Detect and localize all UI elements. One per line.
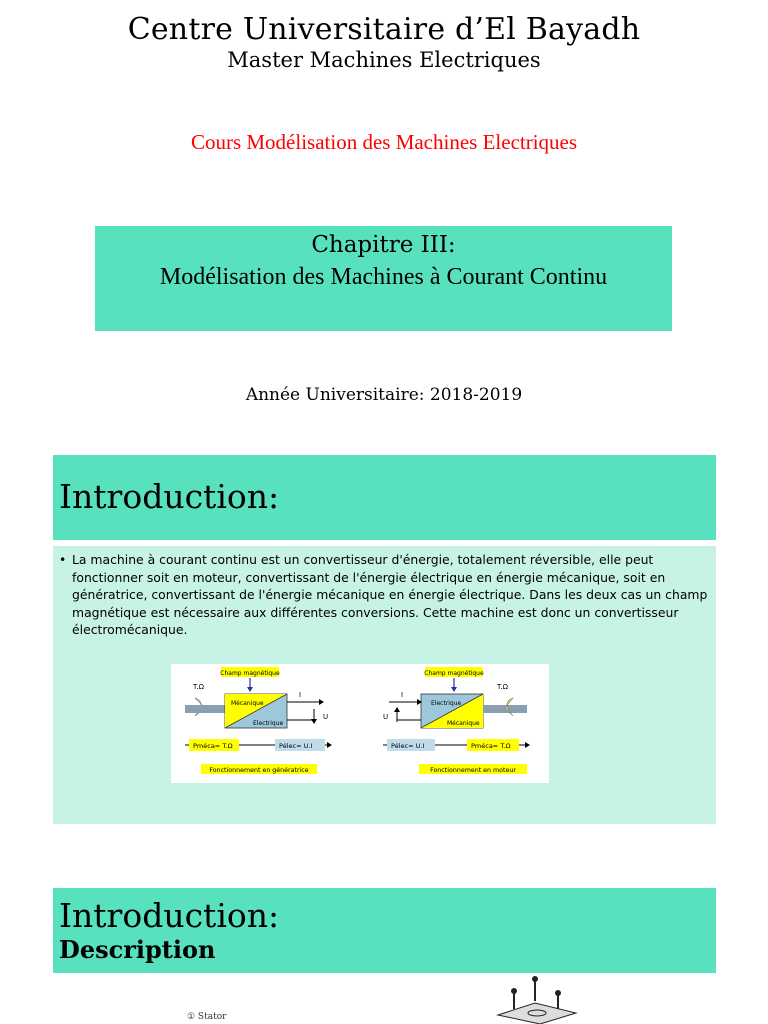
mot-field-label: Champ magnétique xyxy=(424,670,484,677)
mot-torque-label: T.Ω xyxy=(497,683,509,691)
description-heading: Introduction: xyxy=(59,896,280,935)
chapter-label: Chapitre III: xyxy=(311,232,456,258)
chapter-box xyxy=(95,226,672,331)
stator-label: ① Stator xyxy=(187,1012,227,1022)
generator-diagram xyxy=(185,667,332,774)
intro-header xyxy=(53,455,716,540)
bullet-text: La machine à courant continu est un convertisseur d'énergie, totalement réversible, elle peut fonctionner soit en moteur, convertissant de l'énergie électrique en énergie mécanique, soit en génératrice, convertissant de l'énergie mécanique en énergie électrique. Dans les deux cas un champ magnétique est nécessaire aux différentes conversions. Cette machine est donc un convertisseur électromécanique. xyxy=(72,552,708,638)
gen-block-top: Mécanique xyxy=(231,700,264,707)
machine-exploded-view xyxy=(490,975,580,1024)
gen-field-label: Champ magnétique xyxy=(220,670,280,677)
mot-current: I xyxy=(401,691,404,699)
chapter-title xyxy=(95,262,672,292)
gen-caption: Fonctionnement en génératrice xyxy=(209,767,309,774)
gen-block-bottom: Electrique xyxy=(253,720,284,727)
academic-year: Année Universitaire: 2018-2019 xyxy=(245,385,523,405)
mot-shaft xyxy=(483,705,527,713)
mot-voltage: U xyxy=(383,713,389,721)
bullet-dot: • xyxy=(59,552,67,567)
conversion-diagram xyxy=(171,664,549,783)
chapter-title-text: Modélisation des Machines à Courant Continu xyxy=(159,264,608,290)
gen-torque-label: T.Ω xyxy=(193,683,205,691)
intro-bullet xyxy=(59,551,709,639)
mot-block-bottom: Mécanique xyxy=(447,720,480,727)
gen-pin: Pméca= T.Ω xyxy=(193,742,233,750)
intro-heading: Introduction: xyxy=(59,477,280,516)
university-title: Centre Universitaire d’El Bayadh xyxy=(127,12,641,47)
master-program: Master Machines Electriques xyxy=(227,48,541,72)
description-subheading: Description xyxy=(59,935,216,964)
mot-caption: Fonctionnement en moteur xyxy=(430,767,516,774)
description-header xyxy=(53,888,716,973)
mot-pin: Pélec= U.I xyxy=(391,742,425,750)
intro-body xyxy=(53,546,716,824)
gen-current: I xyxy=(299,691,302,699)
course-title: Cours Modélisation des Machines Electriques xyxy=(190,130,578,154)
mot-block-top: Electrique xyxy=(431,700,462,707)
motor-diagram xyxy=(383,667,530,774)
gen-voltage: U xyxy=(323,713,329,721)
mot-pout: Pméca= T.Ω xyxy=(471,742,511,750)
gen-shaft xyxy=(185,705,225,713)
gen-pout: Pélec= U.I xyxy=(279,742,313,750)
